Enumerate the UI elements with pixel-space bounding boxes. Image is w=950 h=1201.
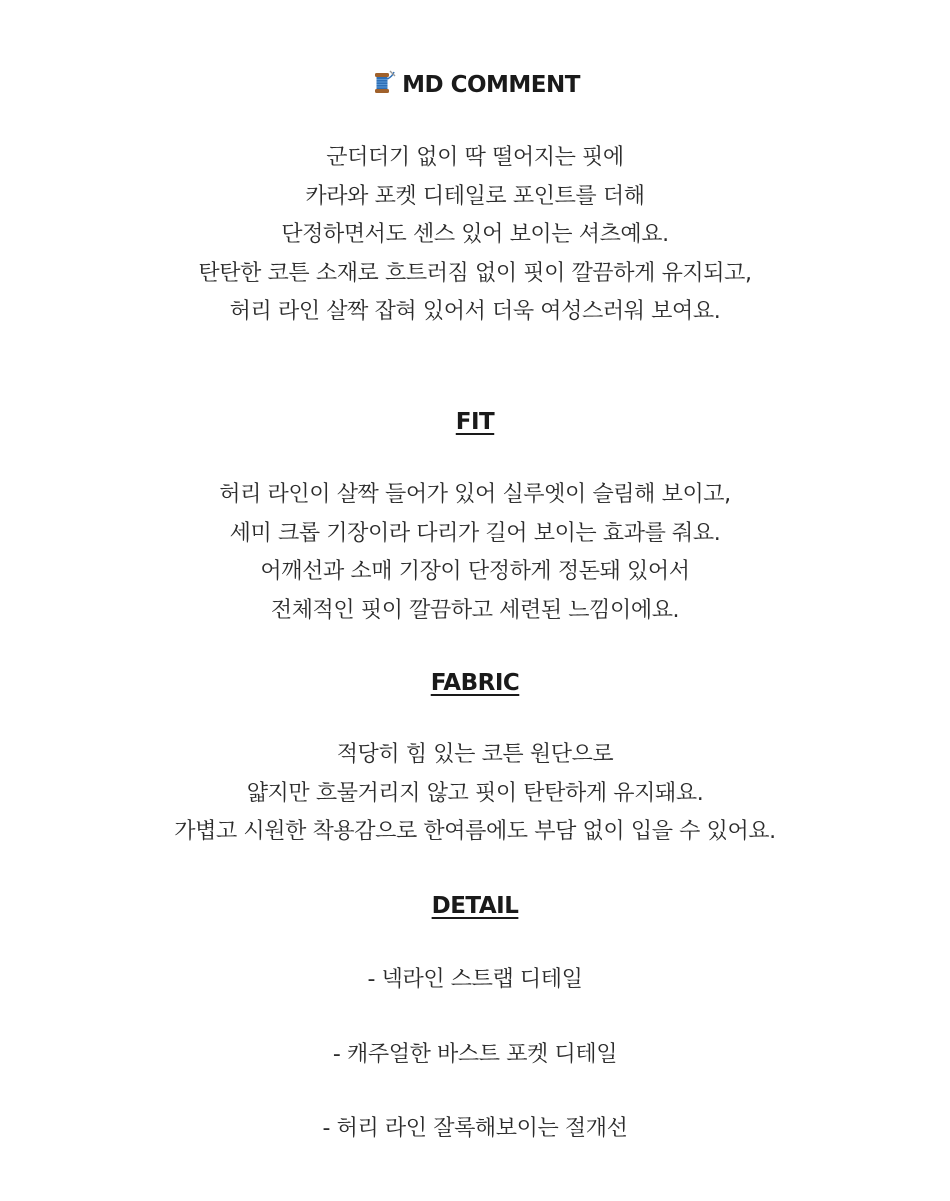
md-comment-line: 탄탄한 코튼 소재로 흐트러짐 없이 핏이 깔끔하게 유지되고,	[198, 260, 752, 286]
fabric-line: 적당히 힘 있는 코튼 원단으로	[336, 742, 614, 767]
fit-body	[0, 476, 950, 630]
detail-title: DETAIL	[431, 893, 519, 919]
fabric-line: 가볍고 시원한 착용감으로 한여름에도 부담 없이 입을 수 있어요.	[174, 819, 776, 844]
fit-title: FIT	[455, 409, 495, 435]
md-comment-line: 허리 라인 살짝 잡혀 있어서 더욱 여성스러워 보여요.	[229, 299, 721, 324]
md-comment-line: 단정하면서도 센스 있어 보이는 셔츠예요.	[281, 222, 669, 247]
fabric-line: 얇지만 흐물거리지 않고 핏이 탄탄하게 유지돼요.	[246, 780, 704, 806]
fit-line: 전체적인 핏이 깔끔하고 세련된 느낌이에요.	[270, 597, 680, 623]
detail-item: - 넥라인 스트랩 디테일	[367, 967, 583, 992]
md-comment-title	[0, 70, 950, 104]
fit-line: 어깨선과 소매 기장이 단정하게 정돈돼 있어서	[260, 559, 690, 584]
md-comment-line: 군더더기 없이 딱 떨어지는 핏에	[326, 145, 624, 170]
md-comment-line: 카라와 포켓 디테일로 포인트를 더해	[305, 183, 645, 209]
md-comment-body	[0, 139, 950, 332]
fit-line: 세미 크롭 기장이라 다리가 길어 보이는 효과를 줘요.	[229, 520, 721, 546]
fabric-body	[0, 736, 950, 852]
thread-spool-icon	[370, 70, 396, 104]
fabric-title: FABRIC	[430, 670, 520, 696]
detail-item: - 캐주얼한 바스트 포켓 디테일	[332, 1042, 618, 1067]
md-comment-title-text: MD COMMENT	[402, 72, 580, 98]
detail-item: - 허리 라인 잘록해보이는 절개선	[322, 1116, 628, 1141]
fit-line: 허리 라인이 살짝 들어가 있어 실루엣이 슬림해 보이고,	[219, 482, 731, 507]
